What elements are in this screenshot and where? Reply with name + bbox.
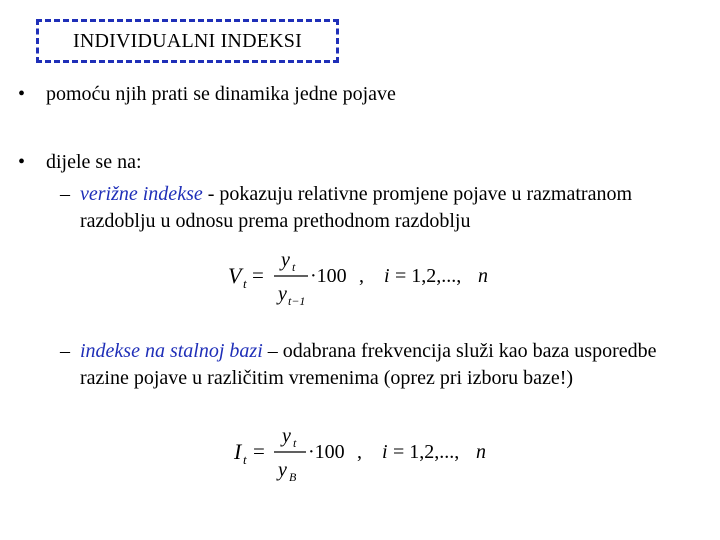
sub-item-text [60, 181, 700, 235]
term-fixed-base-index: indekse na stalnoj bazi [80, 340, 263, 362]
formula-fixed-base-index [232, 422, 522, 493]
formula-lhs-sub: t [243, 276, 247, 291]
numerator-sub: t [293, 436, 297, 450]
index-var: i [382, 441, 388, 463]
dash-marker: – [60, 340, 70, 362]
sub-item-text [60, 338, 700, 392]
separator: , [357, 441, 362, 463]
bullet-marker: • [18, 151, 26, 173]
dash-marker: – [60, 183, 70, 205]
index-end: n [476, 441, 486, 463]
formula-lhs: I [234, 439, 242, 464]
multiplier: ·100 [310, 265, 347, 287]
sub-item-fixed-base-index [60, 338, 700, 392]
page-title: INDIVIDUALNI INDEKSI [73, 29, 302, 52]
bullet-text: pomoću njih prati se dinamika jedne pojave [46, 83, 396, 105]
denominator: y [278, 459, 287, 481]
sub-item-chain-index [60, 181, 700, 235]
term-description: - pokazuju relativne promjene pojave u razmatranom razdoblju u odnosu prema prethodnom razdoblju [80, 183, 633, 232]
denominator-sub: t−1 [288, 294, 306, 308]
multiplier: ·100 [308, 441, 345, 463]
formula-lhs: V [228, 263, 242, 288]
bullet-item-1 [18, 80, 396, 108]
equals-sign: = [252, 263, 264, 287]
denominator-sub: B [289, 470, 297, 484]
formula-lhs-sub: t [243, 452, 247, 467]
numerator: y [281, 249, 290, 271]
index-range: = 1,2,..., [390, 265, 462, 287]
index-end: n [478, 265, 488, 287]
bullet-item-2 [18, 148, 142, 176]
title-box [36, 19, 339, 63]
numerator: y [282, 425, 291, 447]
bullet-marker: • [18, 83, 26, 105]
formula-chain-index [226, 246, 516, 317]
denominator: y [278, 283, 287, 305]
term-chain-index: verižne indekse [80, 183, 203, 205]
separator: , [359, 265, 364, 287]
numerator-sub: t [292, 260, 296, 274]
index-range: = 1,2,..., [388, 441, 460, 463]
term-description: – odabrana frekvencija služi kao baza usporedbe razine pojave u različitim vremenima (oprez pri izboru baze!) [80, 340, 657, 389]
equals-sign: = [253, 439, 265, 463]
index-var: i [384, 265, 390, 287]
bullet-text: dijele se na: [46, 151, 142, 173]
